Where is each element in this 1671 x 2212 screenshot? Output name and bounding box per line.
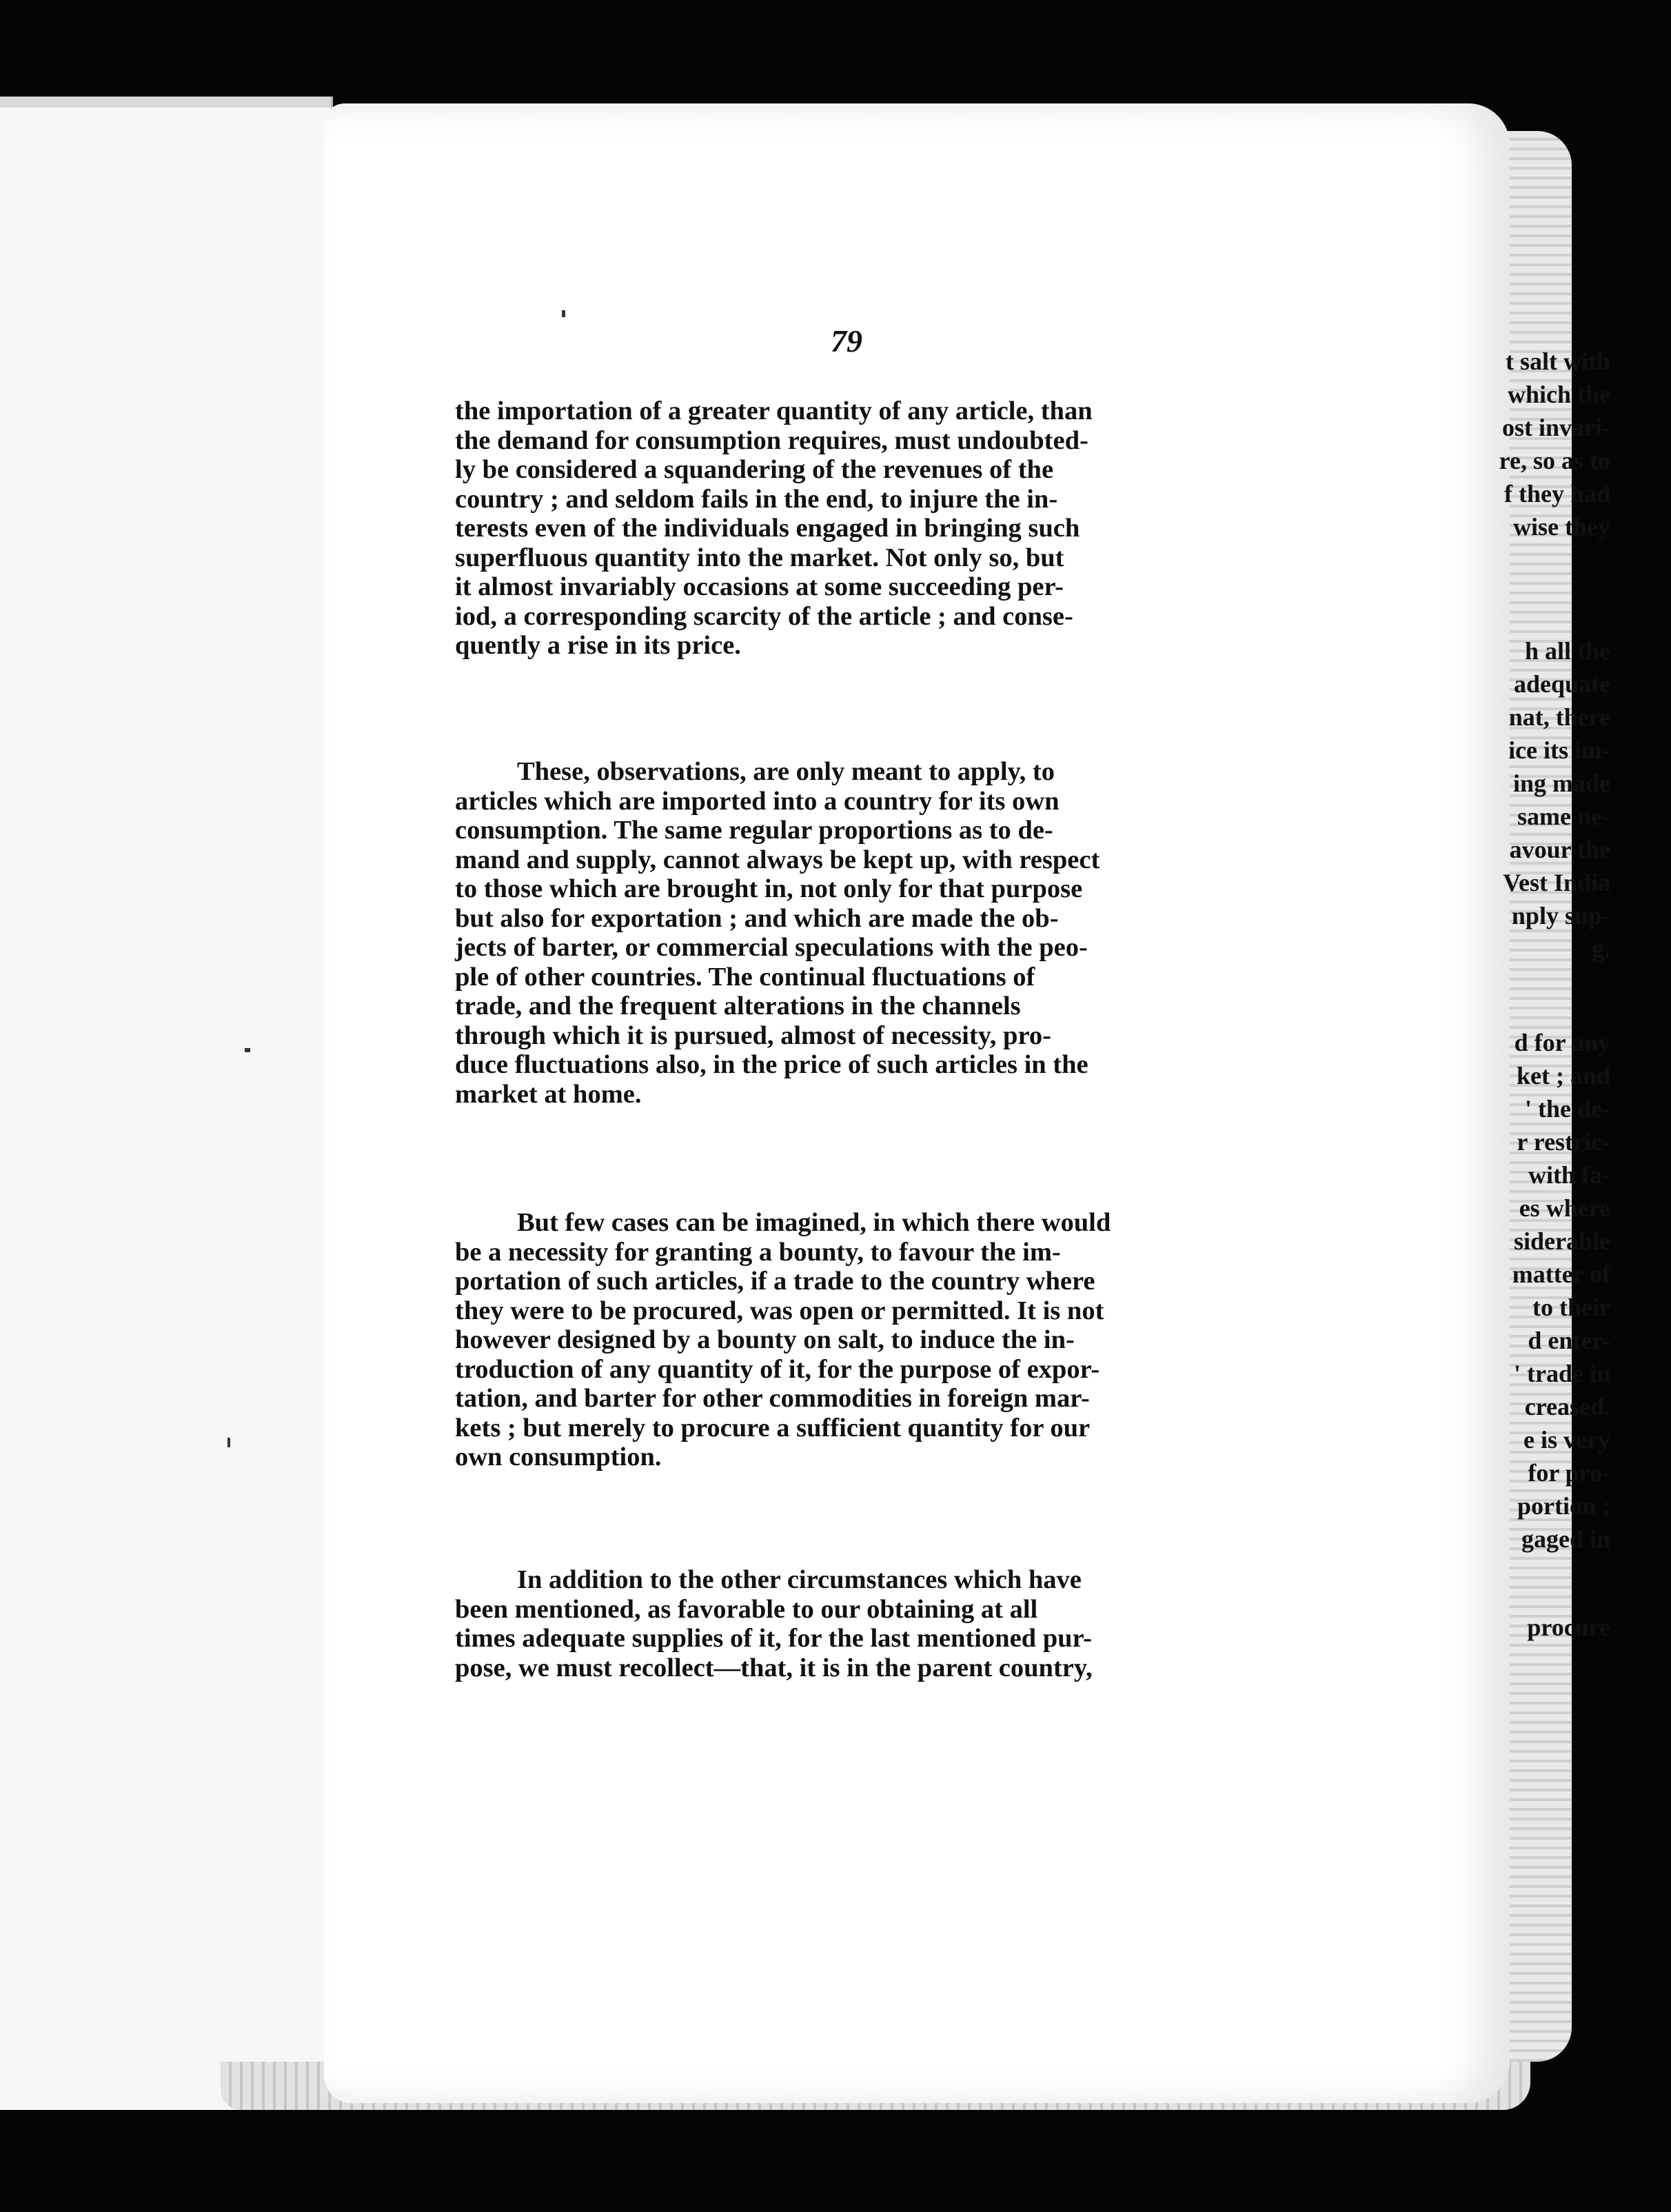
text-line: terests even of the individuals engaged in bringing such	[455, 514, 1080, 543]
text-line: the importation of a greater quantity of any article, than	[455, 396, 1093, 425]
text-line: In addition to the other circumstances which have	[517, 1565, 1082, 1594]
left-fragment-line: gaged in	[1521, 1525, 1610, 1553]
left-fragment-line: ice its im-	[1508, 736, 1610, 764]
text-line: troduction of any quantity of it, for the purpose of expor-	[455, 1354, 1100, 1384]
left-fragment-line: same ne-	[1517, 803, 1610, 830]
text-line: through which it is pursued, almost of necessity, pro-	[455, 1020, 1051, 1050]
text-line: however designed by a bounty on salt, to induce the in-	[455, 1325, 1075, 1354]
left-fragment-line: es where	[1519, 1194, 1610, 1222]
text-line: These, observations, are only meant to apply, to	[517, 757, 1055, 786]
left-fragment-line: siderable	[1514, 1227, 1610, 1255]
left-fragment-line: nat, there	[1508, 703, 1610, 731]
text-line: kets ; but merely to procure a sufficient quantity for our	[455, 1413, 1091, 1442]
text-line: been mentioned, as favorable to our obtaining at all	[455, 1594, 1038, 1624]
text-line: they were to be procured, was open or permitted. It is not	[455, 1296, 1104, 1325]
paragraph-4	[455, 1565, 1220, 1682]
left-fragment-line: nply sup-	[1511, 902, 1610, 929]
text-line: ple of other countries. The continual fluctuations of	[455, 962, 1035, 992]
text-line: own consumption.	[455, 1442, 662, 1471]
left-fragment-line: to their	[1532, 1294, 1610, 1321]
left-fragment-line: with fa-	[1528, 1161, 1610, 1189]
left-fragment-line: ' the de-	[1525, 1095, 1610, 1123]
text-line: pose, we must recollect—that, it is in the parent country,	[455, 1653, 1093, 1682]
left-fragment-line: g.	[1592, 935, 1610, 963]
left-fragment-line: creased.	[1524, 1393, 1610, 1420]
left-fragment-line: matter of	[1512, 1260, 1610, 1288]
text-line: iod, a corresponding scarcity of the article ; and conse-	[455, 601, 1073, 631]
text-line: duce fluctuations also, in the price of such articles in the	[455, 1050, 1088, 1079]
print-speck	[227, 1438, 230, 1447]
left-fragment-line: for pro-	[1528, 1459, 1610, 1487]
left-fragment-line: f they had	[1503, 480, 1610, 507]
text-line: quently a rise in its price.	[455, 631, 741, 660]
left-fragment-line: ost invari-	[1502, 414, 1610, 441]
left-fragment-line: t salt with	[1506, 348, 1610, 375]
text-line: the demand for consumption requires, must undoubted-	[455, 425, 1088, 455]
text-line: to those which are brought in, not only for that purpose	[455, 874, 1083, 903]
text-line: mand and supply, cannot always be kept up, with respect	[455, 845, 1100, 874]
left-fragment-line: avour the	[1509, 836, 1610, 863]
left-fragment-line: h all the	[1524, 637, 1610, 665]
page-number: 79	[831, 323, 862, 359]
left-fragment-line: which the	[1507, 381, 1610, 408]
left-fragment-line: r restric-	[1517, 1128, 1610, 1156]
left-fragment-line: adequate	[1513, 670, 1610, 698]
text-line: articles which are imported into a country for its own	[455, 786, 1060, 816]
print-speck	[245, 1048, 250, 1052]
text-line: country ; and seldom fails in the end, to injure the in-	[455, 484, 1058, 514]
left-fragment-line: d enter-	[1528, 1327, 1610, 1354]
paragraph-1	[455, 396, 1220, 661]
text-line: portation of such articles, if a trade to the country where	[455, 1267, 1095, 1296]
left-fragment-line: ket ; and	[1516, 1062, 1610, 1089]
left-fragment-line: portion ;	[1517, 1492, 1610, 1520]
text-line: times adequate supplies of it, for the last mentioned pur-	[455, 1624, 1092, 1653]
left-fragment-line: e is very	[1523, 1426, 1610, 1454]
left-fragment-line: d for any	[1514, 1029, 1610, 1056]
text-line: be a necessity for granting a bounty, to favour the im-	[455, 1237, 1061, 1267]
text-line: consumption. The same regular proportions as to de-	[455, 816, 1053, 845]
left-fragment-line: wise they	[1513, 513, 1610, 541]
left-fragment-line: re, so as to	[1499, 447, 1610, 474]
paragraph-3	[455, 1208, 1220, 1472]
left-page	[0, 97, 333, 2110]
text-line: but also for exportation ; and which are made the ob-	[455, 903, 1059, 933]
left-fragment-line: ' trade in	[1514, 1360, 1610, 1387]
text-line: jects of barter, or commercial speculations with the peo-	[455, 933, 1088, 962]
text-line: it almost invariably occasions at some succeeding per-	[455, 572, 1064, 601]
left-fragment-line: Vest India	[1503, 869, 1610, 896]
paragraph-2	[455, 757, 1220, 1109]
text-line: ly be considered a squandering of the revenues of the	[455, 455, 1054, 484]
left-fragment-line: procure	[1527, 1613, 1610, 1641]
left-fragment-line: ing made	[1512, 770, 1610, 797]
text-line: tation, and barter for other commodities in foreign mar-	[455, 1384, 1090, 1413]
text-line: superfluous quantity into the market. Not only so, but	[455, 543, 1064, 572]
text-line: market at home.	[455, 1079, 642, 1109]
left-page-top-edge	[0, 97, 331, 108]
print-speck	[562, 310, 565, 317]
text-line: trade, and the frequent alterations in the channels	[455, 992, 1021, 1020]
text-line: But few cases can be imagined, in which there would	[517, 1208, 1111, 1237]
